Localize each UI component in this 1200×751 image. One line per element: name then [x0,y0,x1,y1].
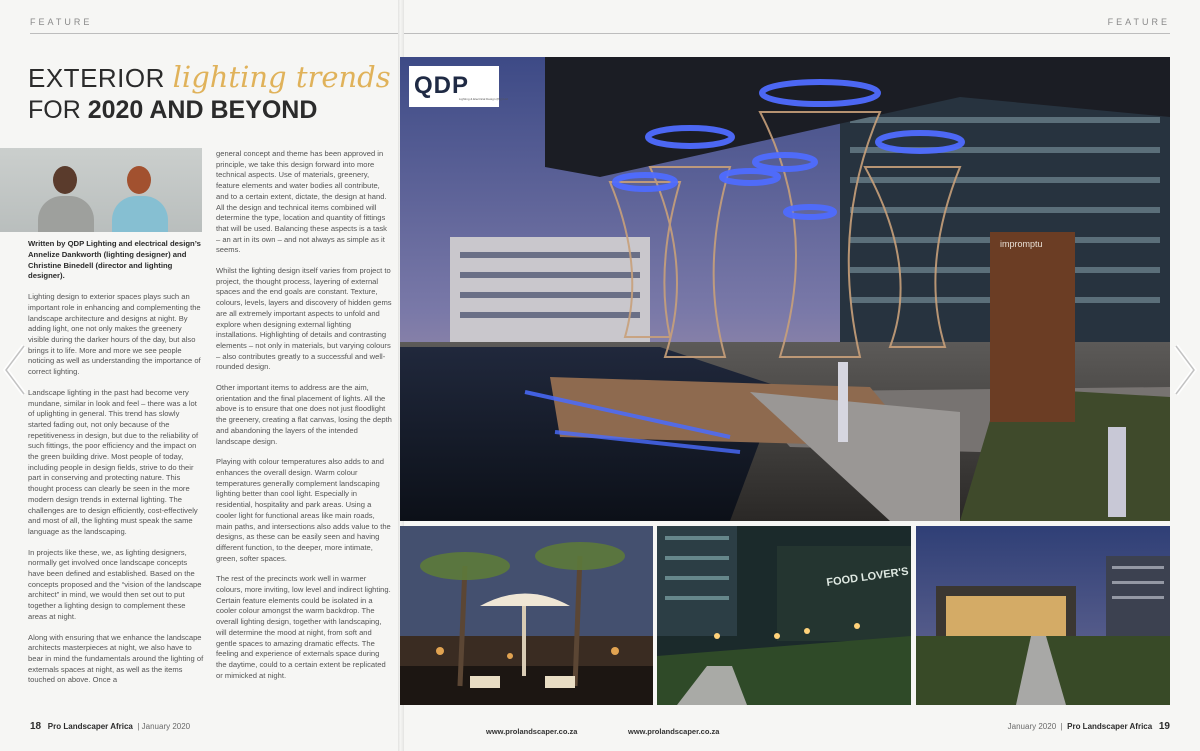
paragraph: In projects like these, we, as lighting designers, normally get involved once landscape concepts have been defined and established. Based on the concepts proposed and the “vision of the landscape architect” in mind, we would then set out to put together a lighting design to complement these areas at night. [28,547,202,621]
page-number-right: 19 [1158,721,1170,732]
paragraph: Lighting design to exterior spaces plays such an important role in enhancing and complementing the landscape architecture and designs at night. By adding light, one not only makes the greenery visible during the darker hours of the day, but also brings it to life. More and more we see people noticing as well as understanding the importance of correct lighting. [28,292,201,377]
photo-food-lovers-building [657,526,911,705]
folio-left [30,721,190,732]
author-figure-2 [112,166,168,232]
paragraph: Playing with colour temperatures also adds to and enhances the overall design. Warm colour temperatures generally complement landscaping lighting better than cool light. Especially in residential, hospitality and park areas. Using a cooler light for functional areas like main roads, main paths, and intersections also adds value to the designs, as these can be easily seen and having different function, to the deeper, more intimate, green, softer spaces. [216,457,391,563]
article-column-1 [28,239,204,696]
paragraph: Landscape lighting in the past had become very mundane, similar in look and feel – there was a lot of uplighting in general. This trend has slowly started fading out, not only because of the repetitiveness in design, but due to the reliability of such fittings, the poor efficiency and the impact on the green building drive. Most people of today, including people in design fields, strive to do their part in conserving and protecting nature. This thought process can clearly be seen in the more modern design trends in external lighting. The challenges are to design efficiently, cost-effectively and most of all, the lighting must speak the same language as the landscaping. [28,387,199,536]
section-label-right: FEATURE [1107,17,1170,27]
chevron-left-icon [0,340,30,400]
headline-line-1 [28,60,391,94]
website-url-left: www.prolandscaper.co.za [486,727,578,736]
paragraph: The rest of the precincts work well in warmer colours, more inviting, low level and indirect lighting. Certain feature elements could be isolated in a cooler colour amongst the warm backdrop. The overall lighting design, together with landscaping, will determine the mood at night, from soft and gentle spaces to amazing dramatic effects. The feeling and experience of externals space during the daytime, could to a certain extent be replicated or mimicked at night. [216,574,391,680]
photo-palm-terrace [400,526,653,705]
photo-pathway-dusk [916,526,1170,705]
headline-line-2 [28,96,388,125]
folio-separator: | [1060,722,1063,731]
headline-line2-prefix: FOR [28,96,88,124]
paragraph: Other important items to address are the aim, orientation and the final placement of lights. All the above is to ensure that one does not just floodlight the greenery, creating a flat canvas, losing the depth and abandoning the layers of the intended landscape design. [216,383,392,446]
hero-photo-night-courtyard [400,57,1170,521]
food-lovers-sign-text: FOOD LOVER'S [825,565,910,589]
qdp-logo [409,66,508,107]
paragraph: general concept and theme has been approved in principle, we take this design forward into more technical aspects. Use of materials, greenery, feature elements and water bodies all contribute, and to a certain extent, dictate, the design at hand. All the design and technical items combined will determine the type, location and quantity of fittings that will be used. Balancing these aspects is a task – an art in its own – and not always as simple as it seems. [216,149,387,255]
impromptu-sign-text: impromptu [1000,239,1043,249]
prev-page-button[interactable] [0,340,30,400]
magazine-name-left: Pro Landscaper Africa [47,722,133,731]
folio-right [1008,721,1170,732]
author-byline: Written by QDP Lighting and electrical design’s Annelize Dankworth (lighting designer) and Christine Binedell (director and lighting designer). [28,239,201,281]
chevron-right-icon [1170,340,1200,400]
headline-bold-text: 2020 AND BEYOND [87,96,318,124]
article-column-2 [216,149,392,691]
issue-date-left: January 2020 [141,722,191,731]
header-rule-right [404,33,1170,34]
website-url-right: www.prolandscaper.co.za [628,727,720,736]
magazine-name-right: Pro Landscaper Africa [1067,722,1153,731]
header-rule-left [30,33,398,34]
headline-prefix: EXTERIOR [28,63,173,93]
folio-separator: | [137,722,140,731]
page-number-left: 18 [30,721,42,732]
author-figure-1 [38,166,94,232]
next-page-button[interactable] [1170,340,1200,400]
qdp-logo-tagline: Lighting & Electrical Design (Pty) Ltd [459,97,508,101]
author-portrait-photo [0,148,202,232]
article-headline [28,60,391,125]
paragraph: Along with ensuring that we enhance the landscape architects masterpieces at night, we also have to bear in mind the fundamentals around the lighting of externals spaces at night, as well as the items touched on above. Once a [28,632,204,685]
issue-date-right: January 2020 [1007,722,1057,731]
qdp-logo-mark: QDP [414,72,470,99]
section-label-left: FEATURE [30,17,93,27]
paragraph: Whilst the lighting design itself varies from project to project, the thought process, layering of external spaces and the end goals are constant. Texture, colours, levels, layers and discovery of hidden gems are all extremely important aspects to unfold and explore when designing external lighting installations. Highlighting of details and contrasting elements – not only in materials, but varying colours – also contributes greatly to a successful and well-rounded design. [216,266,392,372]
headline-script-text: lighting trends [172,60,391,94]
